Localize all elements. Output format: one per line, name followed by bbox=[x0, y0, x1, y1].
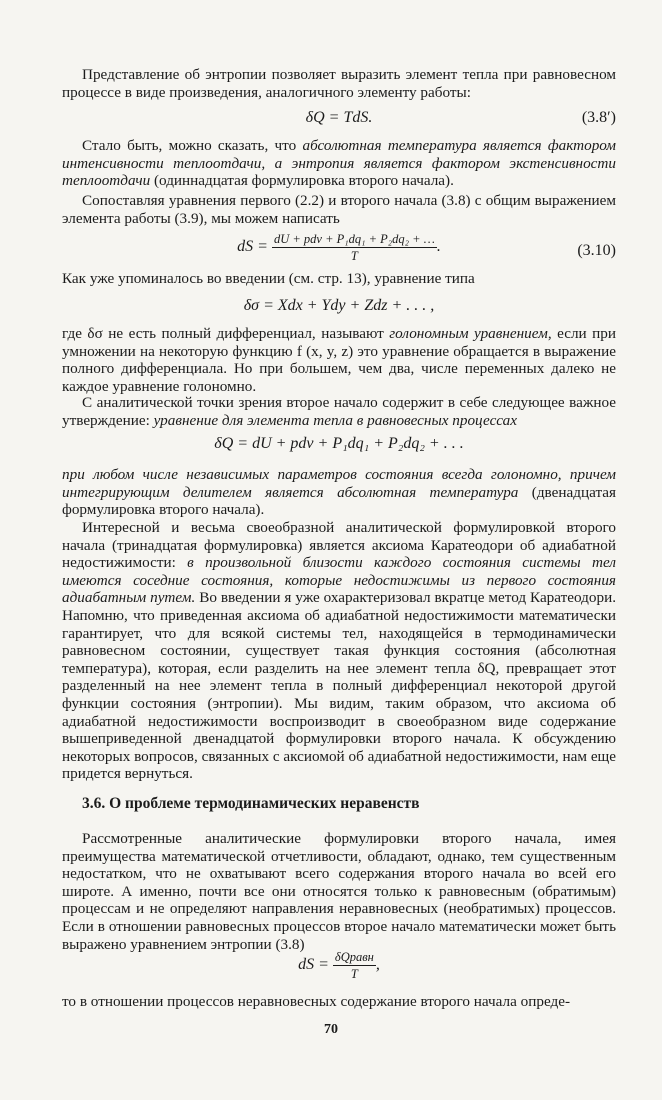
p8-text-3: Во введении я уже охарактеризовал вкратце метод Каратеодори. Напомню, что приведенная аксиома об адиабатной недостижимости математически гарантирует, что для всякой системы тел, находящейся в термодинамически равновесном состоянии, существует такая функция состояния (абсолютная температура), которая, если разделить на нее элемент тепла δQ, превращает этот разделенный на нее элемент тепла в полный дифференциал некоторой другой функции состояния (энтропии). Мы видим, таким образом, что аксиома об адиабатной недостижимости воспроизводит в своеобразном виде содержание вышеприведенной двенадцатой формулировки второго начала. К обсуждению некоторых вопросов, связанных с аксиомой об адиабатной недостижимости, нам еще придется вернуться. bbox=[62, 589, 616, 783]
p6-text-1: С аналитической точки зрения второе начало содержит в себе следующее важное утверждение: bbox=[62, 394, 616, 429]
section-heading: 3.6. О проблеме термодинамических неравенств bbox=[82, 795, 420, 812]
eq2-tail: . bbox=[436, 238, 441, 256]
p5-text-3: , если при умножении на некоторую функцию f (x, y, z) это уравнение обращается в выражение полного дифференциала. Но при большем, чем два, числе переменных далеко не каждое уравнение голономно. bbox=[62, 325, 616, 395]
paragraph-analytic-view bbox=[62, 394, 616, 429]
p5-text-1: где δσ не есть полный дифференциал, называют bbox=[62, 325, 390, 342]
p5-italic: голономным уравнением bbox=[389, 325, 548, 342]
equation-3-8-prime bbox=[62, 108, 616, 128]
paragraph-eleventh-formulation bbox=[62, 137, 616, 190]
p7-text-2: (двенадцатая формулировка второго начала). bbox=[62, 483, 616, 519]
eq5-lhs: dS = bbox=[298, 956, 329, 974]
paragraph-nonequilibrium: то в отношении процессов неравновесных содержание второго начала опреде- bbox=[62, 993, 571, 1010]
paragraph-entropy-intro: Представление об энтропии позволяет выразить элемент тепла при равновесном процессе в виде произведения, аналогичного элементу работы: bbox=[62, 66, 616, 101]
eq1-lhs: δQ bbox=[305, 109, 325, 126]
equation-entropy-equilibrium bbox=[62, 950, 616, 986]
eq5-tail: , bbox=[375, 956, 380, 974]
equation-heat-element: δQ = dU + pdv + P₁dq₁ + P₂dq₂ + . . . bbox=[214, 435, 464, 452]
eq2-numerator: dU + pdv + P₁dq₁ + P₂dq₂ + … bbox=[273, 232, 435, 246]
p6-italic: уравнение для элемента тепла в равновесных процессах bbox=[153, 411, 517, 429]
paragraph-caratheodory bbox=[62, 519, 616, 783]
paragraph-twelfth-formulation bbox=[62, 466, 616, 519]
p8-italic: в произвольной близости каждого состояния системы тел имеются соседние состояния, которые недостижимы из первого состояния адиабатным путем. bbox=[62, 554, 616, 607]
eq2-fraction bbox=[272, 232, 437, 263]
p2-text-3: (одиннадцатая формулировка второго начала). bbox=[150, 172, 454, 190]
equation-3-10 bbox=[62, 232, 616, 268]
eq5-denominator: T bbox=[350, 967, 358, 981]
eq2-denominator: T bbox=[350, 249, 358, 263]
p7-italic: при любом числе независимых параметров состояния всегда голономно, причем интегрирующим делителем является абсолютная температура bbox=[62, 466, 616, 501]
p2-italic: абсолютная температура является фактором интенсивности теплоотдачи, а энтропия является фактором экстенсивности теплоотдачи bbox=[62, 137, 617, 190]
page-number: 70 bbox=[324, 1022, 338, 1037]
eq1-number: (3.8′) bbox=[581, 109, 616, 126]
eq5-fraction bbox=[333, 950, 376, 981]
eq2-lhs: dS = bbox=[237, 238, 268, 256]
eq1-rhs: = TdS. bbox=[328, 109, 373, 126]
equation-pfaff: δσ = Xdx + Ydy + Zdz + . . . , bbox=[243, 297, 435, 314]
eq2-number: (3.10) bbox=[577, 242, 616, 259]
paragraph-holonomic bbox=[62, 325, 616, 395]
paragraph-analytic-formulations: Рассмотренные аналитические формулировки второго начала, имея преимущества математической отчетливости, обладают, однако, тем существенным недостатком, что не охватывают всего содержания второго начала во всей его широте. А именно, почти все они относятся только к равновесным (обратимым) процессам и не определяют направления неравновесных (необратимых) процессов. Если в отношении равновесных процессов второе начало математически может быть выражено уравнением энтропии (3.8) bbox=[62, 830, 616, 953]
eq5-numerator: δQравн bbox=[334, 950, 374, 964]
p8-text-1: Интересной и весьма своеобразной аналитической формулировкой второго начала (тринадцатая формулировка) является аксиома Каратеодори об адиабатной недостижимости: bbox=[62, 519, 616, 572]
p2-text-1: Стало быть, можно сказать, что bbox=[82, 137, 303, 154]
paragraph-comparison: Сопоставляя уравнения первого (2.2) и второго начала (3.8) с общим выражением элемента работы (3.9), мы можем написать bbox=[62, 192, 616, 227]
paragraph-equation-type: Как уже упоминалось во введении (см. стр. 13), уравнение типа bbox=[62, 270, 475, 287]
